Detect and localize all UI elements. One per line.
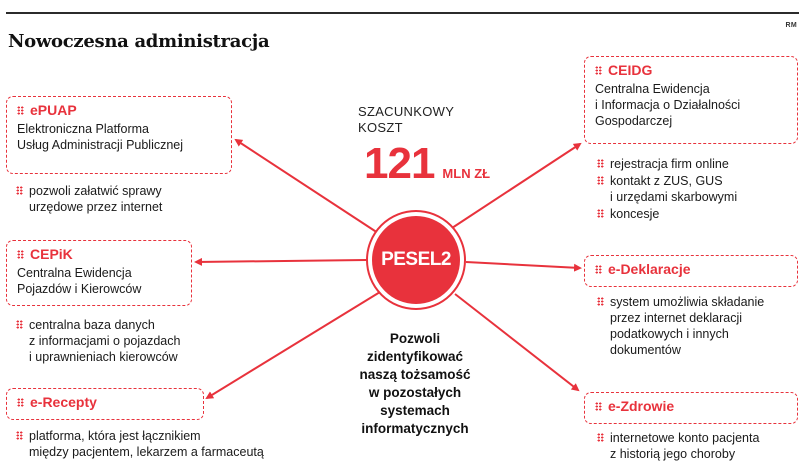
- list-item: system umożliwia składanie przez internet deklaracji podatkowych i innych dokumentów: [597, 294, 764, 358]
- bullets-erecepty: [16, 428, 264, 461]
- system-name: e-Deklaracje: [608, 261, 691, 277]
- page-title: Nowoczesna administracja: [8, 31, 270, 52]
- grid-bullet-icon: [597, 297, 604, 306]
- box-ezdrowie: [584, 392, 798, 424]
- system-name: e-Recepty: [30, 394, 97, 410]
- list-item: internetowe konto pacjenta z historią jego choroby: [597, 430, 759, 462]
- system-description: Elektroniczna Platforma Usług Administracji Publicznej: [17, 122, 184, 152]
- list-item: koncesje: [597, 206, 737, 222]
- grid-bullet-icon: [597, 209, 604, 218]
- grid-bullet-icon: [597, 176, 604, 185]
- grid-bullet-icon: [16, 431, 23, 440]
- grid-bullet-icon: [595, 265, 602, 274]
- system-name: e-Zdrowie: [608, 398, 675, 414]
- box-cepik: [6, 240, 192, 306]
- grid-bullet-icon: [16, 320, 23, 329]
- arrow-to-edeklaracje: [466, 262, 580, 268]
- cost-value: [364, 139, 490, 189]
- grid-bullet-icon: [16, 186, 23, 195]
- bullets-epuap: [16, 183, 162, 216]
- system-name: ePUAP: [30, 102, 77, 118]
- cost-label: SZACUNKOWY KOSZT: [358, 104, 455, 135]
- system-name: CEIDG: [608, 62, 653, 78]
- grid-bullet-icon: [597, 159, 604, 168]
- list-item: centralna baza danych z informacjami o pojazdach i uprawnieniach kierowców: [16, 317, 180, 365]
- bullets-edeklaracje: [597, 294, 764, 359]
- grid-bullet-icon: [595, 402, 602, 411]
- grid-bullet-icon: [17, 398, 24, 407]
- grid-bullet-icon: [597, 433, 604, 442]
- bullets-ezdrowie: [597, 430, 759, 463]
- box-ceidg: [584, 56, 798, 144]
- arrow-to-epuap: [236, 140, 378, 233]
- system-description: Centralna Ewidencja Pojazdów i Kierowców: [17, 266, 142, 296]
- box-epuap: [6, 96, 232, 174]
- bullets-ceidg: [597, 156, 737, 223]
- arrow-to-cepik: [196, 260, 366, 262]
- list-item: rejestracja firm online: [597, 156, 737, 172]
- hub-caption: Pozwoli zidentyfikować naszą tożsamość w pozostałych systemach informatycznych: [359, 331, 471, 436]
- grid-bullet-icon: [17, 106, 24, 115]
- bullets-cepik: [16, 317, 180, 366]
- list-item: platforma, która jest łącznikiem między pacjentem, lekarzem a farmaceutą: [16, 428, 264, 460]
- cost-number: 121: [364, 139, 435, 188]
- grid-bullet-icon: [17, 250, 24, 259]
- box-erecepty: [6, 388, 204, 420]
- system-description: Centralna Ewidencja i Informacja o Działalności Gospodarczej: [595, 82, 741, 128]
- pesel-label: PESEL2: [372, 216, 460, 304]
- pesel-hub: [366, 210, 466, 310]
- cost-unit: MLN ZŁ: [442, 166, 491, 181]
- system-name: CEPiK: [30, 246, 73, 262]
- credit-label: RM: [785, 22, 797, 29]
- grid-bullet-icon: [595, 66, 602, 75]
- list-item: kontakt z ZUS, GUS i urzędami skarbowymi: [597, 173, 737, 205]
- list-item: pozwoli załatwić sprawy urzędowe przez internet: [16, 183, 162, 215]
- box-edeklaracje: [584, 255, 798, 287]
